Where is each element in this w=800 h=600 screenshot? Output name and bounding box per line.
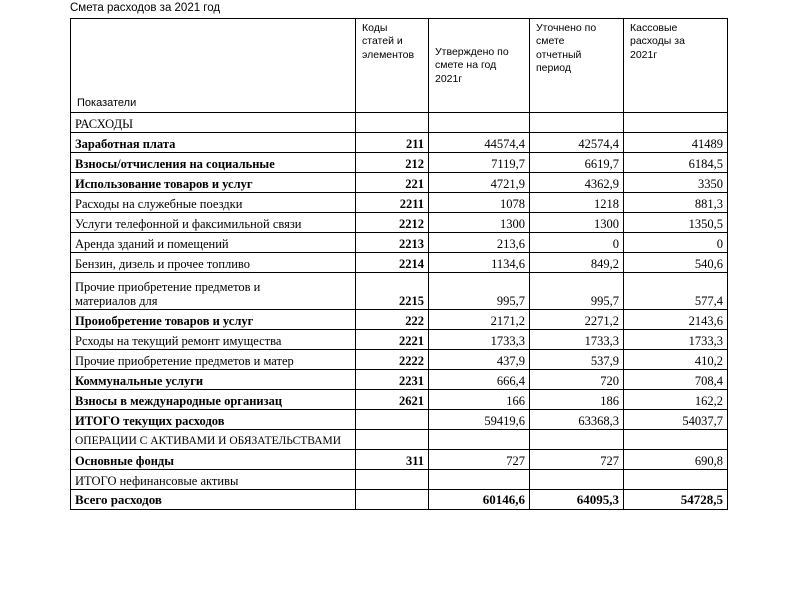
row-clarified: 995,7 xyxy=(530,273,624,310)
row-code: 212 xyxy=(356,153,429,173)
row-code: 311 xyxy=(356,450,429,470)
table-row xyxy=(71,253,728,273)
row-approved: 4721,9 xyxy=(429,173,530,193)
table-row xyxy=(71,213,728,233)
column-header-clarified-line2: смете xyxy=(536,35,565,48)
column-header-clarified-line4: период xyxy=(536,62,571,75)
row-clarified: 720 xyxy=(530,370,624,390)
row-cash xyxy=(624,470,728,490)
row-clarified: 186 xyxy=(530,390,624,410)
row-cash: 2143,6 xyxy=(624,310,728,330)
table-row xyxy=(71,470,728,490)
row-label-line2: материалов для xyxy=(75,294,158,308)
row-code: 221 xyxy=(356,173,429,193)
row-approved: 1134,6 xyxy=(429,253,530,273)
table-row xyxy=(71,153,728,173)
row-approved: 666,4 xyxy=(429,370,530,390)
row-cash: 54728,5 xyxy=(624,490,728,510)
row-cash: 41489 xyxy=(624,133,728,153)
column-header-indicators-label: Показатели xyxy=(77,96,137,109)
row-code xyxy=(356,490,429,510)
column-header-clarified-line1: Уточнено по xyxy=(536,22,597,34)
row-clarified: 849,2 xyxy=(530,253,624,273)
row-label-line1: Прочие приобретение предметов и xyxy=(75,280,261,294)
row-clarified: 1300 xyxy=(530,213,624,233)
row-label: Проиобретение товаров и услуг xyxy=(71,310,356,330)
row-code xyxy=(356,410,429,430)
row-code: 2221 xyxy=(356,330,429,350)
row-cash: 881,3 xyxy=(624,193,728,213)
row-label: Заработная плата xyxy=(71,133,356,153)
table-row-total xyxy=(71,490,728,510)
row-code: 211 xyxy=(356,133,429,153)
row-label: Услуги телефонной и факсимильной связи xyxy=(71,213,356,233)
row-cash: 54037,7 xyxy=(624,410,728,430)
column-header-codes-line3: элементов xyxy=(362,48,415,61)
row-label: Основные фонды xyxy=(71,450,356,470)
row-cash: 577,4 xyxy=(624,273,728,310)
row-cash: 0 xyxy=(624,233,728,253)
page-title: Смета расходов за 2021 год xyxy=(70,2,221,14)
table-row xyxy=(71,273,728,310)
row-code: 222 xyxy=(356,310,429,330)
row-code: 2231 xyxy=(356,370,429,390)
row-code: 2621 xyxy=(356,390,429,410)
table-header-row xyxy=(71,19,728,113)
row-label: Взносы в международные организац xyxy=(71,390,356,410)
column-header-approved-line2: смете на год xyxy=(435,59,497,72)
row-code: 2215 xyxy=(356,273,429,310)
row-label: ОПЕРАЦИИ С АКТИВАМИ И ОБЯЗАТЕЛЬСТВАМИ xyxy=(71,430,356,450)
table-row xyxy=(71,410,728,430)
row-approved: 44574,4 xyxy=(429,133,530,153)
row-cash xyxy=(624,430,728,450)
budget-table xyxy=(70,18,728,510)
row-cash: 1733,3 xyxy=(624,330,728,350)
column-header-codes-line1: Коды xyxy=(362,22,388,34)
column-header-indicators xyxy=(71,19,356,113)
table-row xyxy=(71,133,728,153)
column-header-clarified xyxy=(530,19,624,113)
column-header-cash-line1: Кассовые xyxy=(630,22,678,34)
row-code: 2213 xyxy=(356,233,429,253)
row-clarified: 42574,4 xyxy=(530,133,624,153)
row-clarified: 6619,7 xyxy=(530,153,624,173)
table-row xyxy=(71,390,728,410)
table-row xyxy=(71,450,728,470)
row-clarified: 64095,3 xyxy=(530,490,624,510)
row-approved: 60146,6 xyxy=(429,490,530,510)
row-code: 2222 xyxy=(356,350,429,370)
row-clarified xyxy=(530,470,624,490)
row-code xyxy=(356,430,429,450)
row-approved: 1733,3 xyxy=(429,330,530,350)
table-body xyxy=(71,19,728,510)
row-label xyxy=(71,273,356,310)
table-row xyxy=(71,370,728,390)
row-approved: 995,7 xyxy=(429,273,530,310)
row-approved: 213,6 xyxy=(429,233,530,253)
table-row xyxy=(71,233,728,253)
column-header-codes xyxy=(356,19,429,113)
table-row xyxy=(71,193,728,213)
row-cash: 6184,5 xyxy=(624,153,728,173)
row-approved: 59419,6 xyxy=(429,410,530,430)
row-clarified: 4362,9 xyxy=(530,173,624,193)
row-clarified: 2271,2 xyxy=(530,310,624,330)
column-header-approved-line1: Утверждено по xyxy=(435,45,509,58)
row-label: Рсходы на текущий ремонт имущества xyxy=(71,330,356,350)
row-label: РАСХОДЫ xyxy=(71,113,356,133)
row-cash: 690,8 xyxy=(624,450,728,470)
row-approved: 437,9 xyxy=(429,350,530,370)
row-cash: 3350 xyxy=(624,173,728,193)
row-clarified: 1218 xyxy=(530,193,624,213)
row-label: Взносы/отчисления на социальные xyxy=(71,153,356,173)
row-cash: 540,6 xyxy=(624,253,728,273)
row-clarified: 63368,3 xyxy=(530,410,624,430)
table-row xyxy=(71,173,728,193)
column-header-approved-line3: 2021г xyxy=(435,72,463,85)
row-approved: 1300 xyxy=(429,213,530,233)
column-header-cash-line3: 2021г xyxy=(630,48,658,61)
row-approved: 2171,2 xyxy=(429,310,530,330)
row-approved xyxy=(429,470,530,490)
table-row xyxy=(71,330,728,350)
row-approved: 727 xyxy=(429,450,530,470)
table-row xyxy=(71,350,728,370)
row-code: 2212 xyxy=(356,213,429,233)
row-cash: 1350,5 xyxy=(624,213,728,233)
column-header-cash-line2: расходы за xyxy=(630,35,685,48)
row-approved: 1078 xyxy=(429,193,530,213)
row-clarified: 1733,3 xyxy=(530,330,624,350)
row-code: 2214 xyxy=(356,253,429,273)
row-clarified: 537,9 xyxy=(530,350,624,370)
row-approved xyxy=(429,430,530,450)
row-clarified: 727 xyxy=(530,450,624,470)
row-label: Использование товаров и услуг xyxy=(71,173,356,193)
row-approved xyxy=(429,113,530,133)
row-clarified xyxy=(530,113,624,133)
row-label: Всего расходов xyxy=(71,490,356,510)
row-cash: 162,2 xyxy=(624,390,728,410)
row-label: ИТОГО нефинансовые активы xyxy=(71,470,356,490)
row-label: ИТОГО текущих расходов xyxy=(71,410,356,430)
table-row xyxy=(71,430,728,450)
row-code xyxy=(356,470,429,490)
row-code xyxy=(356,113,429,133)
table-row xyxy=(71,310,728,330)
column-header-cash xyxy=(624,19,728,113)
row-label: Коммунальные услуги xyxy=(71,370,356,390)
column-header-codes-line2: статей и xyxy=(362,35,403,48)
column-header-clarified-line3: отчетный xyxy=(536,48,582,61)
table-row xyxy=(71,113,728,133)
row-label: Бензин, дизель и прочее топливо xyxy=(71,253,356,273)
row-code: 2211 xyxy=(356,193,429,213)
row-approved: 166 xyxy=(429,390,530,410)
row-cash xyxy=(624,113,728,133)
row-approved: 7119,7 xyxy=(429,153,530,173)
row-label: Расходы на служебные поездки xyxy=(71,193,356,213)
row-label: Прочие приобретение предметов и матер xyxy=(71,350,356,370)
row-cash: 410,2 xyxy=(624,350,728,370)
row-clarified xyxy=(530,430,624,450)
row-clarified: 0 xyxy=(530,233,624,253)
row-cash: 708,4 xyxy=(624,370,728,390)
row-label: Аренда зданий и помещений xyxy=(71,233,356,253)
column-header-approved xyxy=(429,19,530,113)
